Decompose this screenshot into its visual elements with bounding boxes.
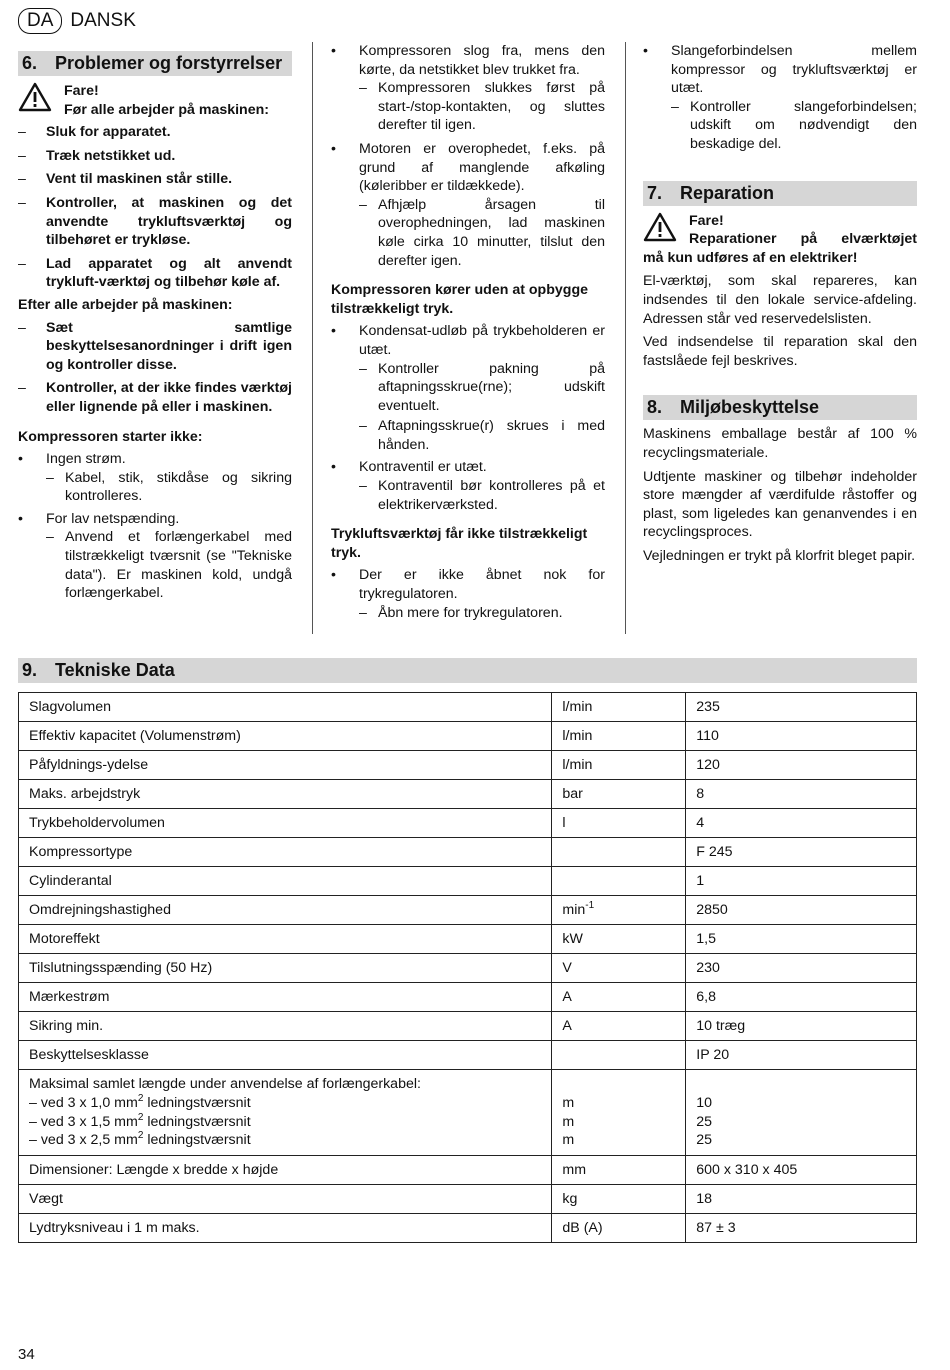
spec-label: Motoreffekt [19, 925, 552, 954]
spec-label: Trykbeholdervolumen [19, 809, 552, 838]
sub-item: – Åbn mere for trykregulatoren. [359, 604, 563, 621]
spec-unit: mm [552, 1156, 686, 1185]
section-7-heading [643, 181, 917, 206]
spec-value: 2850 [686, 896, 917, 925]
spec-value: 10 25 25 [686, 1070, 917, 1156]
spec-label: Effektiv kapacitet (Volumenstrøm) [19, 722, 552, 751]
bullet-item: • Kompressoren slog fra, mens den kørte, da netstikket blev trukket fra. [331, 43, 605, 78]
list-item: – Sluk for apparatet. [18, 124, 171, 141]
table-row [19, 954, 917, 983]
spec-label: Maksimal samlet længde under anvendelse af forlængerkabel: – ved 3 x 1,0 $mm^2$ ledningstværsnit – ved 3 x 1,5 $mm^2$ ledningstværsnit – ved 3 x 2,5 $mm^2$ ledningstværsnit [19, 1070, 552, 1156]
table-row-extension-cable [19, 1070, 917, 1156]
language-name: DANSK [70, 10, 136, 31]
table-row [19, 838, 917, 867]
bullet-item: • For lav netspænding. [18, 510, 180, 527]
paragraph: Vejledningen er trykt på klorfrit bleget papir. [643, 547, 916, 564]
table-row [19, 925, 917, 954]
spec-unit: $\min^{-1}$ [552, 896, 686, 925]
warning-line: må kun udføres af en elektriker! [643, 249, 858, 266]
table-row [19, 722, 917, 751]
no-pressure-heading: Kompressoren kører uden at opbygge tilstrækkeligt tryk. [331, 282, 589, 317]
warning-title: Fare! [64, 83, 99, 99]
section-8-heading [643, 395, 917, 420]
spec-unit: l/min [552, 751, 686, 780]
paragraph: Udtjente maskiner og tilbehør indeholder store mængder af værdifulde råstoffer og plast, som ligeledes kan genanvendes i en recyclingsproces. [643, 468, 917, 541]
paragraph: El-værktøj, som skal repareres, kan indsendes til den lokale service-afdeling. Adressen står ved reservedelslisten. [643, 273, 917, 327]
sub-item: – Kompressoren slukkes først på start-/stop-kontakten, og sluttes derefter til igen. [359, 80, 605, 134]
after-work-heading: Efter alle arbejder på maskinen: [18, 296, 233, 313]
spec-value: 230 [686, 954, 917, 983]
paragraph: Ved indsendelse til reparation skal den fastslåede fejl beskrives. [643, 334, 917, 369]
bullet-item: • Der er ikke åbnet nok for trykregulatoren. [331, 567, 605, 603]
spec-label: Cylinderantal [19, 867, 552, 896]
table-row [19, 809, 917, 838]
spec-label: Slagvolumen [19, 693, 552, 722]
spec-unit [552, 838, 686, 867]
sub-item: – Kontraventil bør kontrolleres på et elektrikerværksted. [359, 478, 605, 513]
tool-pressure-heading: Trykluftsværktøj får ikke tilstrækkeligt tryk. [331, 526, 588, 561]
section-9-heading [18, 658, 917, 683]
page-number: 34 [18, 1346, 35, 1363]
spec-value: 120 [686, 751, 917, 780]
list-item: – Kontroller, at der ikke findes værktøj eller lignende på eller i maskinen. [18, 380, 292, 415]
table-row [19, 1185, 917, 1214]
list-item: – Lad apparatet og alt anvendt trykluft-værktøj og tilbehør køle af. [18, 255, 292, 291]
table-row [19, 1156, 917, 1185]
section-title: Miljøbeskyttelse [680, 397, 820, 418]
spec-unit: l [552, 809, 686, 838]
table-row [19, 1012, 917, 1041]
spec-value: 110 [686, 722, 917, 751]
spec-label: Kompressortype [19, 838, 552, 867]
technical-data-table [18, 692, 917, 1243]
danger-warning [643, 212, 917, 268]
spec-label: Lydtryksniveau i 1 m maks. [19, 1214, 552, 1243]
table-row [19, 780, 917, 809]
sub-item: – Kabel, stik, stikdåse og sikring kontrolleres. [46, 469, 292, 505]
language-header [18, 8, 136, 34]
spec-label: Tilslutningsspænding (50 Hz) [19, 954, 552, 983]
spec-unit: V [552, 954, 686, 983]
column-1 [18, 42, 292, 603]
bullet-item: • Motoren er overophedet, f.eks. på grund af manglende afkøling (køleribber er tildækkede). [331, 140, 605, 195]
warning-subtitle: Før alle arbejder på maskinen: [64, 101, 270, 118]
section-title: Reparation [680, 182, 775, 203]
spec-label: Beskyttelsesklasse [19, 1041, 552, 1070]
spec-unit: m m m [552, 1070, 686, 1156]
spec-unit: kW [552, 925, 686, 954]
sub-item: – Aftapningsskrue(r) skrues i med hånden. [359, 418, 605, 453]
section-6-heading [18, 51, 292, 76]
no-start-heading: Kompressoren starter ikke: [18, 428, 203, 445]
spec-unit: l/min [552, 722, 686, 751]
list-item: – Vent til maskinen står stille. [18, 171, 233, 188]
spec-value: 1,5 [686, 925, 917, 954]
column-3 [643, 42, 917, 565]
spec-label: Sikring min. [19, 1012, 552, 1041]
spec-label: Maks. arbejdstryk [19, 780, 552, 809]
spec-unit: A [552, 1012, 686, 1041]
spec-unit: kg [552, 1185, 686, 1214]
sub-item: – Kontroller slangeforbindelsen; udskift om nødvendigt den beskadige del. [671, 98, 917, 152]
danger-warning [18, 82, 292, 119]
spec-value: IP 20 [686, 1041, 917, 1070]
table-row [19, 1041, 917, 1070]
spec-value: 4 [686, 809, 917, 838]
list-item: – Træk netstikket ud. [18, 147, 176, 164]
section-number: 6. [22, 53, 38, 73]
warning-line: Reparationer på elværktøjet [689, 231, 917, 248]
language-code-badge: DA [18, 8, 62, 34]
section-number: 8. [647, 397, 663, 418]
section-title: Tekniske Data [55, 660, 175, 680]
section-number: 9. [22, 660, 38, 680]
bullet-item: • Kontraventil er utæt. [331, 459, 487, 476]
sub-item: – Afhjælp årsagen til overophedningen, lad maskinen køle cirka 10 minutter, tilslut den derefter igen. [359, 196, 605, 269]
spec-value: 87 ± 3 [686, 1214, 917, 1243]
spec-value: F 245 [686, 838, 917, 867]
column-2 [331, 42, 605, 622]
section-number: 7. [647, 182, 663, 203]
table-row [19, 896, 917, 925]
spec-unit: l/min [552, 693, 686, 722]
spec-value: 10 træg [686, 1012, 917, 1041]
spec-label: Mærkestrøm [19, 983, 552, 1012]
column-divider [312, 42, 313, 634]
bullet-item: • Slangeforbindelsen mellem kompressor og trykluftsværktøj er utæt. [643, 43, 917, 97]
bullet-item: • Kondensat-udløb på trykbeholderen er utæt. [331, 323, 605, 358]
list-item: – Kontroller, at maskinen og det anvendte trykluftsværktøj og tilbehøret er trykløse. [18, 194, 292, 249]
warning-title: Fare! [689, 212, 724, 229]
spec-unit: A [552, 983, 686, 1012]
sub-item: – Kontroller pakning på aftapningsskrue(rne); udskift eventuelt. [359, 360, 605, 414]
table-row [19, 1214, 917, 1243]
warning-triangle-icon [643, 212, 677, 242]
table-row [19, 867, 917, 896]
spec-value: 18 [686, 1185, 917, 1214]
spec-unit [552, 1041, 686, 1070]
sub-item: – Anvend et forlængerkabel med tilstrækkeligt tværsnit (se "Tekniske data"). Er maskinen kold, undgå forlængerkabel. [46, 529, 292, 602]
table-row [19, 693, 917, 722]
spec-label: Vægt [19, 1185, 552, 1214]
spec-unit: bar [552, 780, 686, 809]
table-row [19, 751, 917, 780]
spec-value: 600 x 310 x 405 [686, 1156, 917, 1185]
spec-value: 6,8 [686, 983, 917, 1012]
table-row [19, 983, 917, 1012]
spec-value: 1 [686, 867, 917, 896]
bullet-item: • Ingen strøm. [18, 451, 126, 468]
column-divider [625, 42, 626, 634]
spec-label: Dimensioner: Længde x bredde x højde [19, 1156, 552, 1185]
spec-label: Påfyldnings-ydelse [19, 751, 552, 780]
warning-triangle-icon [18, 82, 52, 112]
section-title: Problemer og forstyrrelser [55, 53, 283, 73]
spec-unit [552, 867, 686, 896]
list-item: – Sæt samtlige beskyttelsesanordninger i drift igen og kontroller disse. [18, 319, 292, 373]
spec-unit: dB (A) [552, 1214, 686, 1243]
spec-value: 235 [686, 693, 917, 722]
spec-value: 8 [686, 780, 917, 809]
spec-label: Omdrejningshastighed [19, 896, 552, 925]
paragraph: Maskinens emballage består af 100 % recyclingsmateriale. [643, 426, 917, 461]
